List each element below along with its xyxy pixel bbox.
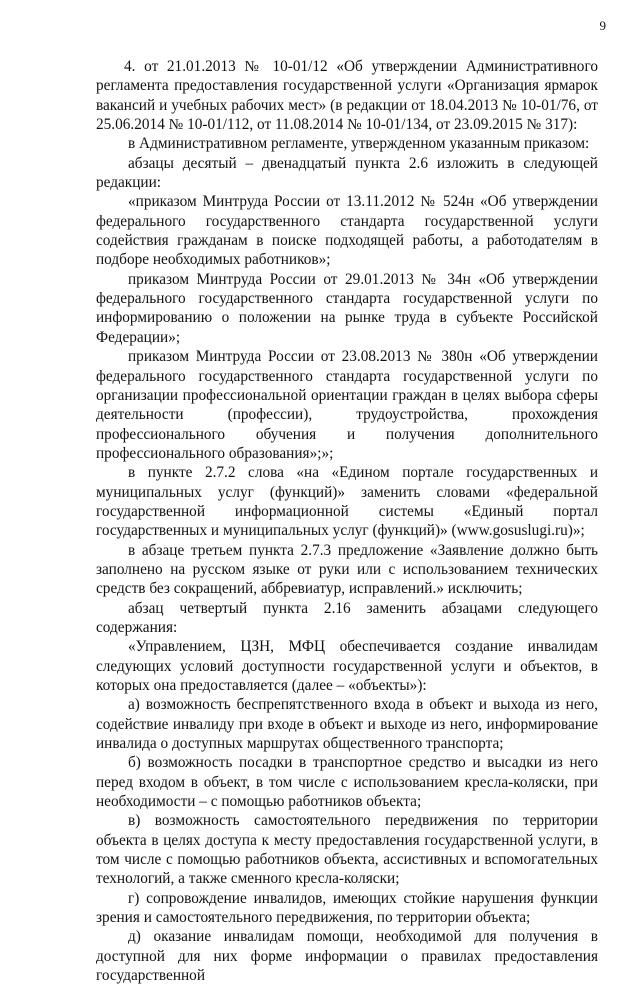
- paragraph-subitem-a: а) возможность беспрепятственного входа в объект и выхода из него, содействие инвалиду при входе в объект и выходе из него, информирование инвалида о доступных маршрутах общественного транспорта;: [96, 696, 598, 753]
- paragraph-item-4: 4. от 21.01.2013 № 10-01/12 «Об утверждении Административного регламента предоставления государственной услуги «Организация ярмарок вакансий и учебных рабочих мест» (в редакции от 18.04.2013 № 10-01/76, от 25.06.2014 № 10-01/112, от 11.08.2014 № 10-01/134, от 23.09.2015 № 317):: [96, 58, 598, 134]
- paragraph-order-380n: приказом Минтруда России от 23.08.2013 № 380н «Об утверждении федерального государственного стандарта государственной услуги по организации профессиональной ориентации граждан в целях выбора сферы деятельности (профессии), трудоустройства, прохождения профессионального обучения и получения дополнительного профессионального образования»;»;: [96, 348, 598, 462]
- paragraph-accessibility-intro: «Управлением, ЦЗН, МФЦ обеспечивается создание инвалидам следующих условий доступности государственной услуги и объектов, в которых она предоставляется (далее – «объекты»):: [96, 638, 598, 694]
- paragraph-point-2-7-2: в пункте 2.7.2 слова «на «Едином портале государственных и муниципальных услуг (функций)» заменить словами «федеральной государственной информационной системы «Единый портал государственных и муниципальных услуг (функций)» (www.gosuslugi.ru)»;: [96, 464, 598, 540]
- paragraph-subitem-b: б) возможность посадки в транспортное средство и высадки из него перед входом в объект, в том числе с использованием кресла-коляски, при необходимости – с помощью работников объекта;: [96, 754, 598, 811]
- paragraph-subitem-v: в) возможность самостоятельного передвижения по территории объекта в целях доступа к месту предоставления государственной услуги, в том числе с помощью работников объекта, ассистивных и вспомогательных технологий, а также сменного кресла-коляски;: [96, 812, 598, 888]
- page-number: 9: [599, 18, 606, 33]
- paragraph-order-524n: «приказом Минтруда России от 13.11.2012 № 524н «Об утверждении федерального государственного стандарта государственной услуги содействия гражданам в поиске подходящей работы, а работодателям в подборе необходимых работников»;: [96, 193, 598, 269]
- paragraph-point-2-7-3: в абзаце третьем пункта 2.7.3 предложение «Заявление должно быть заполнено на русском языке от руки или с использованием технических средств без сокращений, аббревиатур, исправлений.» исключить;: [96, 541, 598, 598]
- paragraph-point-2-6: абзацы десятый – двенадцатый пункта 2.6 изложить в следующей редакции:: [96, 154, 598, 192]
- paragraph-point-2-16: абзац четвертый пункта 2.16 заменить абзацами следующего содержания:: [96, 599, 598, 636]
- document-body: [96, 57, 598, 986]
- paragraph-regulation-intro: в Административном регламенте, утвержденном указанным приказом:: [128, 135, 590, 153]
- paragraph-subitem-g: г) сопровождение инвалидов, имеющих стойкие нарушения функции зрения и самостоятельного передвижения, по территории объекта;: [96, 889, 598, 927]
- paragraph-subitem-d: д) оказание инвалидам помощи, необходимой для получения в доступной для них форме информации о правилах предоставления государственной: [96, 928, 598, 985]
- paragraph-order-34n: приказом Минтруда России от 29.01.2013 № 34н «Об утверждении федерального государственного стандарта государственной услуги по информированию о положении на рынке труда в субъекте Российской Федерации»;: [96, 270, 598, 346]
